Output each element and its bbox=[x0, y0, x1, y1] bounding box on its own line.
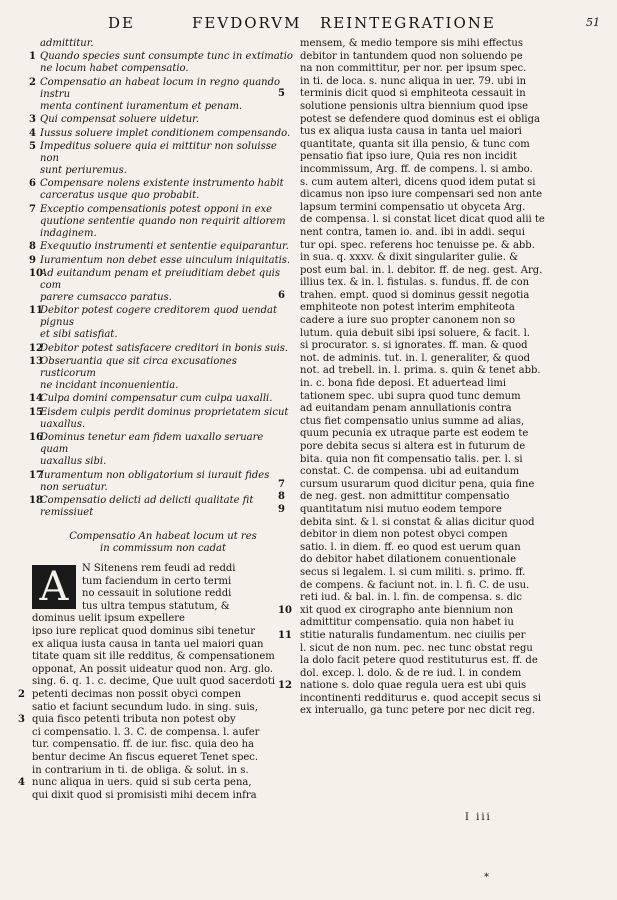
summary-item bbox=[29, 203, 294, 240]
left-column bbox=[18, 38, 294, 802]
paragraph-text: N Sitenens rem feudi ad reddi tum faciendum in certo termi no cessauit in solutione reddi tus ultra tempus statutum, & dominus uelit ipsum expellere ipso iure replicat quod dominus sibi tenetur ex aliqua iusta causa in tanta uel maiori quan titate quam sit ille redditus, & compensationem opponat, An possit uideatur quod non. Arg. glo. sing. 6. q. 1. c. decime, Que uult quod sacerdoti bbox=[32, 563, 276, 688]
paragraph bbox=[18, 688, 294, 714]
summary-text: Exceptio compensationis potest opponi in exe quutione sententie quando non requirit altiorem indaginem. bbox=[40, 203, 286, 239]
summary-number: 14 bbox=[29, 393, 43, 405]
summary-text: Iussus soluere implet conditionem compensando. bbox=[40, 127, 291, 139]
paragraph-text: quantitatum nisi mutuo eodem tempore debita sint. & l. si constat & alias dicitur quod debitor in diem non potest obyci compen satio. l. in diem. ff. eo quod est uerum quan do debitor habet dilationem conuentionale secus si legalem. l. si cum militi. s. primo. ff. de compens. & faciunt not. in. l. fi. C. de usu. reti iud. & bal. in. l. fin. de compensa. s. dic bbox=[300, 503, 535, 604]
marginal-number: 7 bbox=[278, 478, 285, 490]
paragraph-text: xit quod ex cirographo ante biennium non admittitur compensatio. quia non habet iu bbox=[300, 604, 514, 629]
summary-number: 6 bbox=[29, 178, 36, 190]
paragraph bbox=[278, 88, 588, 176]
paragraph-text: terminis dicit quod si emphiteota cessauit in solutione pensionis ultra biennium quod ipse potest se defendere quod dominus est ei obliga tus ex aliqua iusta causa in tanta uel maiori quantitate, quanta sit illa pensio, & tunc com pensatio fiat ipso iure, Quia res non incidit incommissum, Arg. ff. de compens. l. si ambo. bbox=[300, 88, 540, 175]
summary-item bbox=[32, 38, 294, 50]
summary-number: 4 bbox=[29, 127, 36, 139]
summary-text: Dominus tenetur eam fidem uaxallo seruare quam uaxallus sibi. bbox=[40, 432, 264, 468]
summary-item bbox=[29, 342, 294, 355]
summary-number: 15 bbox=[29, 406, 43, 418]
summary-number: 12 bbox=[29, 342, 43, 354]
header-word-2: FEVDORVM bbox=[192, 14, 302, 32]
marginal-number: 12 bbox=[278, 680, 292, 692]
summary-text: Debitor potest cogere creditorem quod uendat pignus et sibi satisfiat. bbox=[40, 305, 277, 341]
paragraph bbox=[278, 629, 588, 680]
paragraph bbox=[278, 604, 588, 630]
marginal-number: 4 bbox=[18, 777, 25, 789]
paragraph-text: de neg. gest. non admittitur compensatio bbox=[300, 491, 510, 503]
summary-number: 1 bbox=[29, 51, 36, 63]
marginal-number: 6 bbox=[278, 289, 285, 301]
summary-number: 18 bbox=[29, 495, 43, 507]
header-word-1: DE bbox=[108, 14, 135, 32]
summary-text: Compensare nolens existente instrumento habit carceratus usque quo probabit. bbox=[40, 178, 284, 202]
summary-item bbox=[29, 114, 294, 126]
bottom-mark: * bbox=[484, 872, 489, 883]
summary-number: 9 bbox=[29, 254, 36, 266]
summary-text: Compensatio delicti ad delicti qualitate fit remissiuet bbox=[40, 495, 254, 519]
running-header bbox=[108, 14, 568, 36]
summary-number: 7 bbox=[29, 203, 36, 215]
summary-text: Iuramentum non debet esse uinculum iniquitatis. bbox=[40, 254, 291, 266]
summary-text: Eisdem culpis perdit dominus proprietatem sicut uaxallus. bbox=[40, 406, 289, 430]
summary-number: 10 bbox=[29, 267, 43, 279]
summary-item bbox=[29, 495, 294, 519]
marginal-number: 5 bbox=[278, 88, 285, 100]
summary-text: Impeditus soluere quia ei mittitur non soluisse non sunt periuremus. bbox=[40, 140, 277, 176]
summary-number: 13 bbox=[29, 356, 43, 368]
summary-text: Debitor potest satisfacere creditori in bonis suis. bbox=[40, 342, 289, 354]
summary-number: 11 bbox=[29, 305, 43, 317]
summary-item bbox=[29, 254, 294, 267]
right-body bbox=[278, 38, 588, 718]
summary-item bbox=[29, 393, 294, 405]
summary-item bbox=[29, 140, 294, 177]
dropcap-initial: A bbox=[32, 565, 76, 609]
paragraph-text: trahen. empt. quod si dominus gessit negotia emphiteote non potest interim emphiteota cadere a iure suo propter canonem non so lutum. quia debuit sibi ipsi soluere, & facit. l. si procurator. s. si ignorates. ff. man. & quod not. de adminis. tut. in. l. generaliter, & quod not. ad trebell. in. l. prima. s. quin & tenet abb. in. c. bona fide deposi. Et aduertead limi tationem spec. ubi supra quod tunc demum ad euitandam penam annullationis contra ctus fiet compensatio unius summe ad alias, quum pecunia ex utraque parte est eodem te pore debita secus si altera est in futurum de bita. quia non fit compensatio talis. per. l. si constat. C. de compensa. ubi ad euitandum bbox=[300, 289, 541, 478]
summary-number: 5 bbox=[29, 140, 36, 152]
marginal-number: 3 bbox=[18, 714, 25, 726]
summary-text: admittitur. bbox=[40, 38, 94, 49]
marginal-number: 10 bbox=[278, 604, 292, 616]
summary-index bbox=[29, 38, 294, 519]
paragraph bbox=[32, 563, 294, 689]
summary-item bbox=[29, 241, 294, 253]
paragraph-text: stitie naturalis fundamentum. nec ciuilis per l. sicut de non num. pec. nec tunc obstat regu la dolo facit petere quod restituturus est. ff. de dol. excep. l. dolo. & de re iud. l. in condem bbox=[300, 629, 538, 679]
marginal-number: 2 bbox=[18, 688, 25, 700]
summary-item bbox=[29, 406, 294, 431]
paragraph bbox=[278, 503, 588, 605]
summary-text: Qui compensat soluere uidetur. bbox=[40, 114, 200, 126]
paragraph bbox=[278, 680, 588, 718]
paragraph bbox=[278, 491, 588, 504]
summary-item bbox=[29, 178, 294, 202]
summary-number: 2 bbox=[29, 76, 36, 88]
paragraph-text: petenti decimas non possit obyci compen satio et faciunt secundum ludo. in sing. suis, bbox=[32, 688, 258, 713]
paragraph bbox=[18, 777, 294, 802]
header-word-3: REINTEGRATIONE bbox=[320, 14, 496, 32]
summary-number: 17 bbox=[29, 469, 43, 481]
summary-number: 8 bbox=[29, 241, 36, 253]
summary-text: Compensatio an habeat locum in regno quando instru menta continent iuramentum et penam. bbox=[40, 76, 281, 112]
summary-item bbox=[29, 51, 294, 75]
summary-text: Ad euitandum penam et preiuditiam debet quis com parere cumsacco paratus. bbox=[40, 267, 280, 303]
paragraph bbox=[300, 38, 588, 76]
paragraph bbox=[300, 76, 588, 89]
paragraph bbox=[300, 177, 588, 290]
paragraph-text: nunc aliqua in uers. quid si sub certa pena, qui dixit quod si promisisti mihi decem infra bbox=[32, 777, 257, 801]
paragraph bbox=[278, 289, 588, 479]
summary-text: Exequutio instrumenti et sententie equiparantur. bbox=[40, 241, 289, 253]
summary-item bbox=[29, 469, 294, 494]
left-body bbox=[18, 563, 294, 802]
summary-text: Obseruantia que sit circa excusationes rusticorum ne incidant inconuenientia. bbox=[40, 356, 237, 392]
summary-item bbox=[29, 76, 294, 113]
marginal-number: 11 bbox=[278, 629, 292, 641]
summary-item bbox=[29, 305, 294, 341]
right-column bbox=[278, 38, 588, 718]
summary-item bbox=[29, 356, 294, 392]
paragraph-text: cursum usurarum quod dicitur pena, quia fine bbox=[300, 478, 535, 490]
marginal-number: 9 bbox=[278, 503, 285, 515]
summary-number: 16 bbox=[29, 432, 43, 444]
summary-item bbox=[29, 267, 294, 304]
folio-number: 51 bbox=[586, 16, 600, 29]
signature-mark: I iii bbox=[465, 812, 492, 823]
paragraph-text: in ti. de loca. s. nunc aliqua in uer. 79. ubi in bbox=[300, 75, 527, 87]
summary-item bbox=[29, 127, 294, 140]
paragraph-text: natione s. dolo quae regula uera est ubi quis incontinenti redditurus e. quod accepit secus si ex interuallo, ga tunc petere por nec dicit reg. bbox=[300, 680, 542, 717]
marginal-number: 8 bbox=[278, 491, 285, 503]
paragraph bbox=[278, 478, 588, 492]
paragraph-text: s. cum autem alteri, dicens quod idem putat si dicamus non ipso iure compensari sed non ante lapsum termini compensatio ut obyceta Arg. de compensa. l. si constat licet dicat quod alii te nent contra, tamen io. and. ibi in addi. sequi tur opi. spec. referens hoc tenuisse pe. & abb. in sua. q. xxxv. & dixit singulariter gulie. & post eum bal. in. l. debitor. ff. de neg. gest. Arg. illius tex. & in. l. fistulas. s. fundus. ff. de con bbox=[300, 176, 545, 289]
summary-number: 3 bbox=[29, 114, 36, 126]
summary-item bbox=[29, 432, 294, 468]
section-subtitle: Compensatio An habeat locum ut res in commissum non cadat bbox=[69, 531, 257, 555]
paragraph-text: mensem, & medio tempore sis mihi effectus debitor in tantundem quod non soluendo pe na non committitur, per nor. per ipsum spec. bbox=[300, 38, 527, 75]
summary-text: Iuramentum non obligatorium si iurauit fides non seruatur. bbox=[40, 469, 270, 493]
summary-text: Culpa domini compensatur cum culpa uaxalli. bbox=[40, 393, 273, 405]
paragraph bbox=[18, 714, 294, 777]
summary-text: Quando species sunt consumpte tunc in extimatio ne locum habet compensatio. bbox=[40, 51, 293, 75]
paragraph-text: quia fisco petenti tributa non potest oby ci compensatio. l. 3. C. de compensa. l. aufer tur. compensatio. ff. de iur. fisc. quia deo ha bentur decime An fiscus equeret Tenet spec. in contrarium in ti. de obliga. & solut. in s. bbox=[32, 714, 260, 776]
